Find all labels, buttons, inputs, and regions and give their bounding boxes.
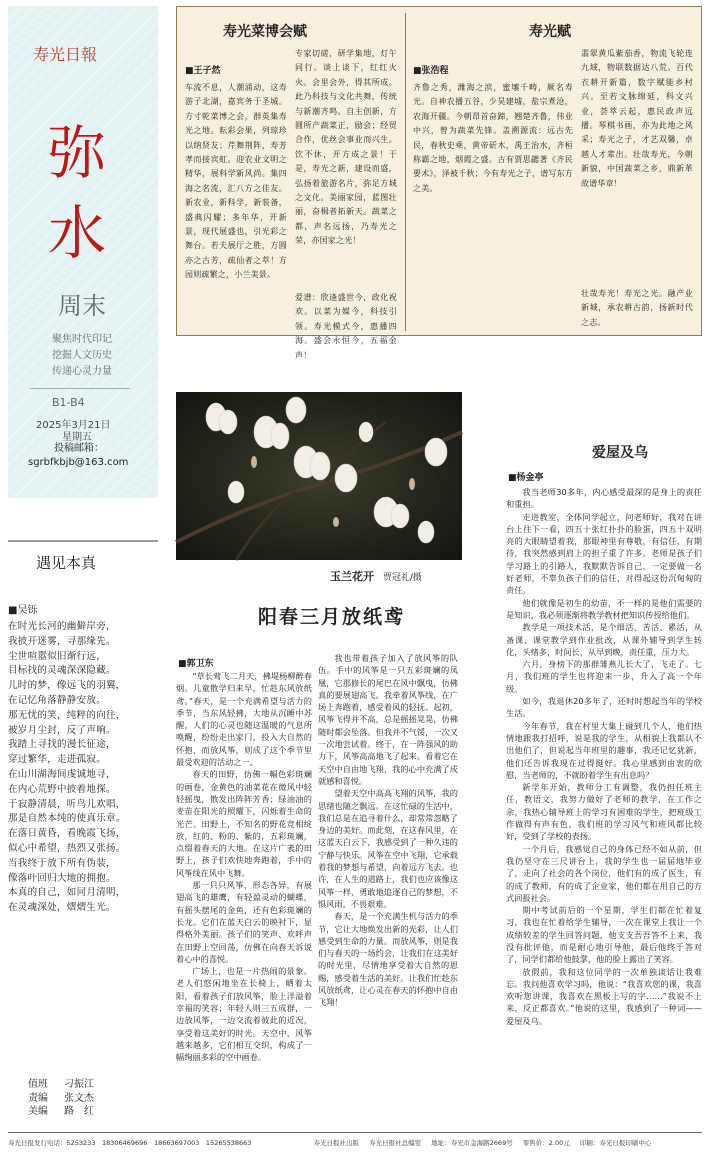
footer — [8, 1138, 708, 1147]
magnolia-photo — [176, 392, 462, 560]
article2-col-1: 齐鲁之秀，潍海之滨，蜜壤千畴，厥名寿光。自神农播五谷，少昊建墟，盐宗煮沧，农海开疆。今朝昂首奋蹄，翘楚齐鲁，伟业中兴，曾为蔬菜先锋。盖溯源流：远古先民，春秋史乘，黄帝斫木，禹王治水，齐桓称霸之地，烟霞之盛。古有贾思勰著《齐民要术》，泽被千秋；今有寿光之子，谱写东方之美。 — [413, 83, 573, 193]
poem-line: 穿过繁华，走进孤寂。 — [8, 754, 107, 766]
footer-segment: 零售价：2.00元 — [522, 1139, 570, 1147]
footer-rule — [8, 1132, 702, 1133]
footer-segment: 寿光日报社总编室 — [369, 1139, 422, 1147]
article1-col-2: 专家切磋，研学集地，灯午同行。谈上谈下，红红火火。会里会外，得其所成。此乃科技与文化共舞，传统与新潮齐鸣。自主创新，方圆所产蔬菜正，励会；经贸合作，优丝会事业而兴生。饮不休，开方成之景！于是，寿光之新，建设而盛，弘扬着旅游名片，弥足方城之文化。美丽家园，蓝图壮丽，奋楫者拓新天。蔬菜之都，声名远扬，乃寿光之荣，亦国家之光！ — [295, 49, 397, 246]
article4-para: 一个月后，我感觉自己的身体已经不如从前，但我仍坚守在三尺讲台上，我的学生也一届届地毕业了，走向了社会的各个岗位，他们有的成了医生，有的成了教师，有的成了企业家，他们都在用自己的方式回报社会。 — [506, 843, 702, 903]
masthead-name-2: 水 — [48, 199, 107, 267]
article4-para: 新学年开始，教师分工有调整，我仍担任班主任，教语文，我努力做好了老师的教学，在工作之余，我热心辅导班上的学习有困难的学生，把班级工作做得有声有色，我们班的学习风气和班风都比较好，受到了学校的表扬。 — [506, 782, 702, 842]
footer-segment: 印刷：寿光日报印刷中心 — [579, 1139, 652, 1147]
article4-author: ■杨金亭 — [508, 473, 544, 483]
masthead-name-1: 弥 — [48, 119, 107, 187]
article4-para: 走进教室，全体同学起立，问老师好，我对在讲台上往下一看，四五十张红扑扑的脸蛋，四五十双明亮的大眼睛望着我，那眼神里有尊敬，有信任，有期待，我突然感到肩上的担子重了许多。老师是孩子们学习路上的引路人，我默默告诉自己，一定要做一名好老师，不辜负孩子们的信任，对得起这份沉甸甸的责任。 — [506, 511, 702, 596]
article4-para: 期中考试前后的一个星期，学生们都在忙着复习，我也在忙着给学生辅导，一次在课堂上我让一个成绩较差的学生回答问题，他支支吾吾答不上来，我没有批评他，而是耐心地引导他，最后他终于答对了，同学们都给他鼓掌，他的脸上露出了笑容。 — [506, 905, 702, 965]
issue-date: 2025年3月21日 — [36, 420, 111, 431]
magnolia-illustration — [176, 392, 462, 560]
poem-line: 当我终于放下所有伪装， — [8, 857, 116, 869]
credit-row: 值班 刁振江 — [28, 1079, 94, 1090]
article3-para: 那一只只风筝，形态各异，有展翅高飞的雄鹰，有轻盈灵动的蝴蝶，有摇头摆尾的金鱼，还有色彩斑斓的长龙。它们在蓝天白云的映衬下，显得格外美丽。孩子们的笑声、欢呼声在田野上空回荡，仿佛在向春天诉说着心中的喜悦。 — [176, 880, 312, 964]
masthead-divider — [30, 388, 130, 389]
article3-title: 阳春三月放纸鸢 — [258, 606, 406, 628]
article4-para: 他们就像是初生的幼苗，不一样的是他们需要的是知识，我必须逐渐将教学教材把知识传授给他们。 — [506, 597, 702, 620]
poem-line: 在山川湖海间虔诚地寻， — [8, 768, 116, 780]
poem-line: 在记忆角落静静安放。 — [8, 694, 107, 706]
poem-line: 我披开迷雾，寻那缘先。 — [8, 635, 116, 647]
masthead-weekly: 周末 — [58, 292, 106, 320]
article4-para: 教学是一项技术活，是个细活、苦活、累活，从备课、课堂教学到作业批改，从课外辅导到学生转化，头绪多，时间长，从早到晚，责任重，压力大。 — [506, 622, 702, 657]
article4-para: 六月，身榜下的那群雏燕儿长大了，飞走了。七月，我们班的学生也将迎来一步，升入了高一个年级。 — [506, 659, 702, 694]
credit-row: 美编 路 红 — [28, 1106, 94, 1117]
article4-para: 今年春节，我在村里大集上碰到几个人，他们热情地跟我打招呼，说是我的学生，从相貌上我都认不出他们了，但说起当年班里的趣事，我还记忆犹新，他们还告诉我现在过得挺好。我心里感到由衷的欣慰，当老师的，不就盼着学生有出息吗？ — [506, 720, 702, 780]
poem-line: 儿时的梦，像远飞的羽翼， — [8, 680, 126, 692]
poem-line: 目标找的灵魂深深隐藏。 — [8, 665, 116, 677]
article2-title: 寿光赋 — [529, 24, 571, 40]
poem-author: ■吴铄 — [8, 605, 38, 616]
slogan-3: 传递心灵力量 — [52, 366, 112, 377]
article2-col-2: 翡翠黄瓜紫茄香，物流飞轮连九域，物联数据达八荒。百代衣耕开新篇，数字赋能乡村兴。至若文脉绵延，科文兴业，荟萃云起，惠民政声远播。琴棋书画，亦为此地之风采；寿光之子，才艺双馨，卓越人才辈出。壮哉寿光，今朝新貌，中国蔬菜之乡，鼎新革故谱华章！ — [581, 49, 693, 188]
article3-para: 我也带着孩子加入了放风筝的队伍。手中的风筝是一只五彩斑斓的凤凰，它那修长的尾巴在风中飘曳，仿佛真的要展翅高飞。我牵着风筝线，在广场上奔跑着，感受着风的轻抚。起初，风筝飞得并不高，总是摇摇晃晃，仿佛随时都会坠落。但我并不气馁，一次又一次地尝试着。终于，在一阵强风的助力下，风筝高高地飞了起来。看着它在天空中自由地飞翔，我的心中充满了成就感和喜悦。 — [318, 653, 458, 786]
article1-author: ■王子然 — [185, 66, 221, 76]
poem-top-rule — [8, 540, 158, 542]
footer-segment: 寿光日报社出版 — [313, 1139, 359, 1147]
poem-line: 似心中希望，热烈又张扬。 — [8, 842, 126, 854]
article2-author: ■张浩程 — [413, 66, 449, 76]
page-range: B1-B4 — [52, 396, 85, 409]
newspaper-logo: 寿光日報 — [33, 45, 98, 64]
article1-col-3: 爱谱：欣逢盛世今，政化祝欢。以菜为媒今，科技引领。寿光模式今，惠播四海。盛会永恒今，五福金声！ — [295, 293, 397, 360]
poem-line: 那无忧的笑，纯粹的向往， — [8, 709, 126, 721]
poem-line: 本真的自己，如同月清明， — [8, 887, 126, 899]
masthead-panel — [8, 6, 158, 498]
top-articles-box — [176, 6, 702, 360]
poem-title: 遇见本真 — [36, 554, 97, 572]
article3-col-2 — [318, 652, 458, 1126]
article3-col-1 — [176, 670, 312, 1126]
poem-section — [8, 540, 158, 916]
poem-line: 在时光长河的幽僻岸旁， — [8, 621, 116, 632]
submission-email: 投稿邮箱： sgrbfkbjb@163.com — [28, 443, 129, 468]
article4-para: 我当老师30多年，内心感受最深的是身上的责任和重担。 — [506, 487, 702, 510]
article3-para: 春天的田野，仿佛一幅色彩斑斓的画卷，金黄色的油菜花在微风中轻轻摇曳，散发出阵阵芳香；绿油油的麦苗在阳光的照耀下，闪烁着生命的光芒。田野上，不知名的野花竞相绽放，红的、粉的、紫的，五彩斑斓，点缀着春天的大地。在这片广袤的田野上，孩子们欢快地奔跑着，手中的风筝线在风中飞舞。 — [176, 769, 312, 878]
slogan-1: 聚焦时代印记 — [52, 334, 112, 345]
slogan-2: 挖掘人文历史 — [52, 350, 112, 361]
article1-col-1: 车流不息，人潮涌动，这寿游子北湖，嘉宾务于圣城。方寸乾菜博之会，群英集寿光之地。耘彩会果，列琼珍以纳贤友；芹舞荆阵，寿芳孝而接宾虹。迎农业文明之精华，展科学新风尚。集四海之名流，汇八方之佳友。新农业，新科学，新装备，盛典闪耀；多年华，开新景，现代展盛也，引光彩之舞台。若夫展厅之胜，方圆亦之古芳，疏仙者之萃！方园则疏繁之，小兰美景。 — [185, 83, 287, 280]
article3-para: 广场上，也是一片热闹的景象。老人们悠闲地坐在长椅上，晒着太阳，看着孩子们放风筝，脸上洋溢着幸福的笑容；年轻人则三五成群，一边放风筝，一边交流着彼此的近况，享受着这美好的时光。天空中，风筝越来越多，它们相互交织，构成了一幅绚丽多彩的空中画卷。 — [176, 966, 312, 1063]
credits — [28, 1078, 94, 1119]
article4-para: 如今，我退休20多年了，还时时想起当年的学校生活。 — [506, 696, 702, 719]
poem-line: 像落叶回归大地的拥抱。 — [8, 872, 116, 884]
article3-para: “草长莺飞二月天，拂堤杨柳醉春烟。儿童散学归来早，忙趁东风放纸鸢。”春天，是一个充满希望与活力的季节，当东风轻拂，大地从沉睡中苏醒，人们的心灵也随这温暖的气息所唤醒，纷纷走出家门，投入大自然的怀抱，而放风筝，则成了这个季节里最受欢迎的活动之一。 — [176, 671, 312, 768]
photo-caption: 玉兰花开 贾冠礼/摄 — [330, 570, 422, 583]
article3-para: 望着天空中高高飞翔的风筝，我的思绪也随之飘远。在这忙碌的生活中，我们总是在追寻着什么，却常常忽略了身边的美好。而此刻，在这春风里，在这蓝天白云下，我感受到了一种久违的宁静与快乐。风筝在空中飞翔，它承载着我的梦想与希望，向着远方飞去。也许，在人生的道路上，我们也应该像这风筝一样，勇敢地追逐自己的梦想，不惧风雨，不畏艰难。 — [318, 788, 458, 909]
article2-col-3: 壮哉寿光！寿光之光。融产业新城，承农耕古韵，扬新时代之志。 — [581, 289, 693, 327]
poem-line: 我踏上寻找的漫长征途， — [8, 739, 116, 751]
footer-segment: 地址：寿光市金海路2669号 — [431, 1139, 513, 1147]
poem-line: 那是自然本纯的使真乐章。 — [8, 813, 126, 825]
article1-title: 寿光菜博会赋 — [223, 24, 307, 40]
poem-line: 在落日黄昏，看晚霞飞扬， — [8, 828, 126, 840]
credit-row: 责编 张文杰 — [28, 1092, 94, 1104]
issue-weekday: 星期五 — [62, 432, 92, 443]
article3-author: ■郭卫东 — [178, 659, 214, 669]
article4-para: 放假前，我和这位同学的一次单独谈话让我难忘。我问他喜欢学习吗，他说：“我喜欢您的课，我喜欢听您讲课，我喜欢在黑板上写的字……”我说不上来，反正都喜欢。”他说的这里，我感到了一种词——爱屋及乌。 — [506, 966, 702, 1026]
footer-segment: 寿光日报发行电话：5253233 18306469696 18663697003 15265538663 — [8, 1139, 252, 1147]
poem-line: 被岁月尘封，反了声响。 — [8, 724, 116, 736]
article4-body — [506, 486, 702, 1126]
poem-line: 尘世喧嚣似旧渐行远， — [8, 650, 107, 662]
column-divider — [405, 13, 406, 331]
poem-line: 于寂静清晨，听鸟儿欢唱， — [8, 798, 126, 810]
poem-line: 在灵魂深处，熠熠生光。 — [8, 902, 116, 914]
poem-line: 在内心荒野中披着地探。 — [8, 783, 116, 795]
article4-title: 爱屋及乌 — [592, 445, 648, 461]
email-address[interactable]: sgrbfkbjb@163.com — [28, 457, 129, 468]
article3-para: 春天，是一个充满生机与活力的季节，它让大地焕发出新的光彩，让人们感受到生命的力量。而放风筝，则是我们与春天的一场约会，让我们在这美好的时光里，尽情地享受着大自然的恩赐，感受着生活的美好。让我们忙趁东风放纸鸢，让心灵在春天的怀抱中自由飞翔！ — [318, 911, 458, 1008]
